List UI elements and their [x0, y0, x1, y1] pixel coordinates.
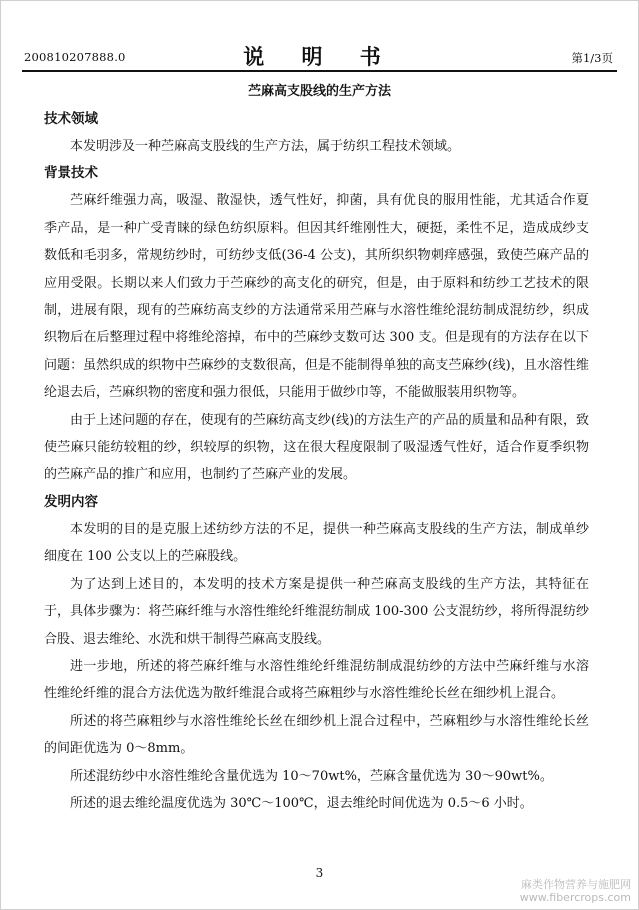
application-number: 200810207888.0 [24, 50, 126, 64]
paragraph: 所述的退去维纶温度优选为 30℃～100℃，退去维纶时间优选为 0.5～6 小时。 [70, 795, 533, 811]
paragraph: 本发明的目的是克服上述纺纱方法的不足，提供一种苎麻高支股线的生产方法，制成单纱细度在 100 公支以上的苎麻股线。 [44, 521, 589, 565]
watermark-line-1: 麻类作物营养与施肥网 [521, 878, 631, 891]
paragraph: 由于上述问题的存在，使现有的苎麻纺高支纱(线)的方法生产的产品的质量和品种有限，致使苎麻只能纺较粗的纱，织较厚的织物，这在很大程度限制了吸湿透气性好，适合作夏季织物的苎麻产品的推广和应用，也制约了苎麻产业的发展。 [44, 412, 589, 483]
paragraph: 苎麻纤维强力高，吸湿、散湿快，透气性好，抑菌，具有优良的服用性能，尤其适合作夏季产品，是一种广受青睐的绿色纺织原料。但因其纤维刚性大，硬挺，柔性不足，造成成纱支数低和毛羽多，常规纺纱时，可纺纱支低(36-4 公支)，其所织织物刺痒感强，致使苎麻产品的应用受限。长期以来人们致力于苎麻纱的高支化的研究，但是，由于原料和纺纱工艺技术的限制，进展有限，现有的苎麻纺高支纱的方法通常采用苎麻与水溶性维纶混纺制成混纺纱，织成织物后在后整理过程中将维纶溶掉，布中的苎麻纱支数可达 300 支。但是现有的方法存在以下问题：虽然织成的织物中苎麻纱的支数很高，但是不能制得单独的高支苎麻纱(线)，且水溶性维纶退去后，苎麻织物的密度和强力很低，只能用于做纱巾等，不能做服装用织物等。 [44, 193, 589, 401]
paragraph: 所述的将苎麻粗纱与水溶性维纶长丝在细纱机上混合过程中，苎麻粗纱与水溶性维纶长丝的间距优选为 0～8mm。 [44, 713, 589, 757]
document-title: 苎麻高支股线的生产方法 [247, 84, 391, 99]
watermark [520, 878, 631, 904]
paragraph: 为了达到上述目的，本发明的技术方案是提供一种苎麻高支股线的生产方法，其特征在于，具体步骤为：将苎麻纤维与水溶性维纶纤维混纺制成 100-300 公支混纺纱，将所得混纺纱合股、退去维纶、水洗和烘干制得苎麻高支股线。 [44, 576, 589, 647]
header-rule [22, 70, 617, 72]
section-heading-background: 背景技术 [44, 165, 98, 182]
paragraph: 本发明涉及一种苎麻高支股线的生产方法，属于纺织工程技术领域。 [70, 139, 461, 154]
section-heading-technical-field: 技术领域 [44, 111, 98, 127]
page-info: 第1/3页 [571, 51, 613, 65]
paragraph: 进一步地，所述的将苎麻纤维与水溶性维纶纤维混纺制成混纺纱的方法中苎麻纤维与水溶性维纶纤维的混合方法优选为散纤维混合或将苎麻粗纱与水溶性维纶长丝在细纱机上混合。 [44, 658, 589, 702]
paragraph: 所述混纺纱中水溶性维纶含量优选为 10～70wt%，苎麻含量优选为 30～90wt%。 [70, 768, 553, 784]
header-title: 说 明 书 [243, 44, 396, 69]
watermark-line-2: www.fibercrops.com [519, 891, 631, 904]
section-heading-summary: 发明内容 [44, 493, 98, 510]
page-number: 3 [315, 866, 324, 880]
document-body [44, 106, 589, 817]
